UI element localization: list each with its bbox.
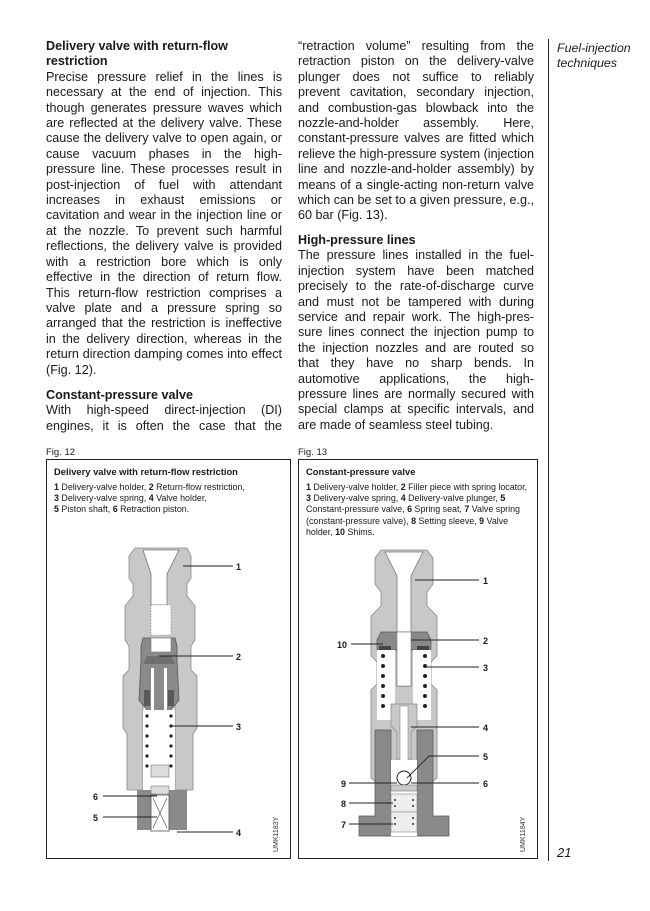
margin-rule xyxy=(548,39,549,861)
section-heading-high-pressure-lines: High-pressure lines xyxy=(298,232,416,247)
section-heading-constant-pressure: Constant-pressure valve xyxy=(46,387,193,402)
fig13-title: Constant-pressure valve xyxy=(306,466,416,477)
fig13-callout-5: 5 xyxy=(483,752,489,762)
fig13-box xyxy=(298,459,538,859)
fig12-callout-3: 3 xyxy=(236,722,242,732)
chapter-side-label: Fuel-injection techniques xyxy=(557,41,631,70)
fig12-code: UMK1183Y xyxy=(273,816,280,852)
fig13-callout-2: 2 xyxy=(483,636,489,646)
paragraph-delivery-valve: Precise pressure relief in the lines is necessary at the end of injection. This though generates pressure waves which are reflected at the delivery valve. These cause the delivery valve to open again, or cause vacuum phases in the high-pressure line. These processes result in post-injection of fuel with attendant increases in exhaust emissions or cavitation and wear in the injection line or at the nozzle. To prevent such harmful reflections, the delivery valve is provided with a restriction bore which is only effective in the direction of return flow. This return-flow restriction comprises a valve plate and a pressure spring so arranged that the restriction is ineffective in the delivery direction, whereas in the return direction damping comes into effect (Fig. 12). xyxy=(46,69,282,377)
fig12-callout-6: 6 xyxy=(93,792,99,802)
fig12-box xyxy=(46,459,291,859)
fig12-callout-5: 5 xyxy=(93,813,99,823)
fig13-code: UMK1184Y xyxy=(520,816,527,852)
fig13-callout-4: 4 xyxy=(483,723,489,733)
fig12-callout-2: 2 xyxy=(236,652,242,662)
fig13-callout-3: 3 xyxy=(483,663,489,673)
fig13-callout-10: 10 xyxy=(337,640,348,650)
middle-column xyxy=(298,39,534,433)
paragraph-high-pressure-lines: The pressure lines installed in the fuel-injection system have been matched precisely to the rate-of-discharge curve and must not be tampered with during service and repair work. The high-pressure lines connect the injection pump to the injection nozzles and are routed so that they have no sharp bends. In automotive applications, the high-pressure lines are normally secured with special clamps at specific intervals, and are made of seamless steel tubing. xyxy=(298,248,534,432)
fig12-callout-1: 1 xyxy=(236,562,242,572)
fig13-caption: 1 Delivery-valve holder, 2 Filler piece with spring locator, 3 Delivery-valve spring, 4 Delivery-valve plunger, 5 Constant-pressure valve, 6 Spring seat, 7 Valve spring (constant-pressure valve), 8 Setting sleeve, 9 Valve holder, 10 Shims. xyxy=(306,482,527,537)
fig13-callout-1: 1 xyxy=(483,576,489,586)
paragraph-constant-pressure: With high-speed direct-injection (DI) engines, it is often the case that the xyxy=(46,403,282,433)
page-number: 21 xyxy=(557,845,572,860)
fig13-callout-7: 7 xyxy=(341,820,347,830)
fig13-callout-8: 8 xyxy=(341,799,347,809)
fig12-caption: 1 Delivery-valve holder, 2 Return-flow restriction, 3 Delivery-valve spring, 4 Valve holder, 5 Piston shaft, 6 Retraction piston. xyxy=(54,482,245,515)
section-heading-delivery-valve: Delivery valve with return-flow restriction xyxy=(46,39,228,69)
fig13-label: Fig. 13 xyxy=(298,447,328,458)
fig13-callout-9: 9 xyxy=(341,779,347,789)
fig12-label: Fig. 12 xyxy=(46,447,76,458)
paragraph-retraction-volume: “retraction volume” resulting from the retraction piston on the delivery-valve plunger does not suffice to reliably prevent cavitation, secondary injection, and combustion-gas blowback into the nozzle-and-holder assembly. Here, constant-pressure valves are fitted which relieve the high-pressure system (injection line and nozzle-and-holder assembly) by means of a single-acting non-return valve which can be set to a given pressure, e.g., 60 bar (Fig. 13). xyxy=(298,39,534,223)
fig13-callout-6: 6 xyxy=(483,779,489,789)
delivery-valve-diagram xyxy=(47,460,290,858)
fig12-callout-4: 4 xyxy=(236,828,242,838)
left-column xyxy=(46,39,282,434)
fig12-title: Delivery valve with return-flow restriction xyxy=(54,466,238,477)
constant-pressure-valve-diagram xyxy=(299,460,537,858)
